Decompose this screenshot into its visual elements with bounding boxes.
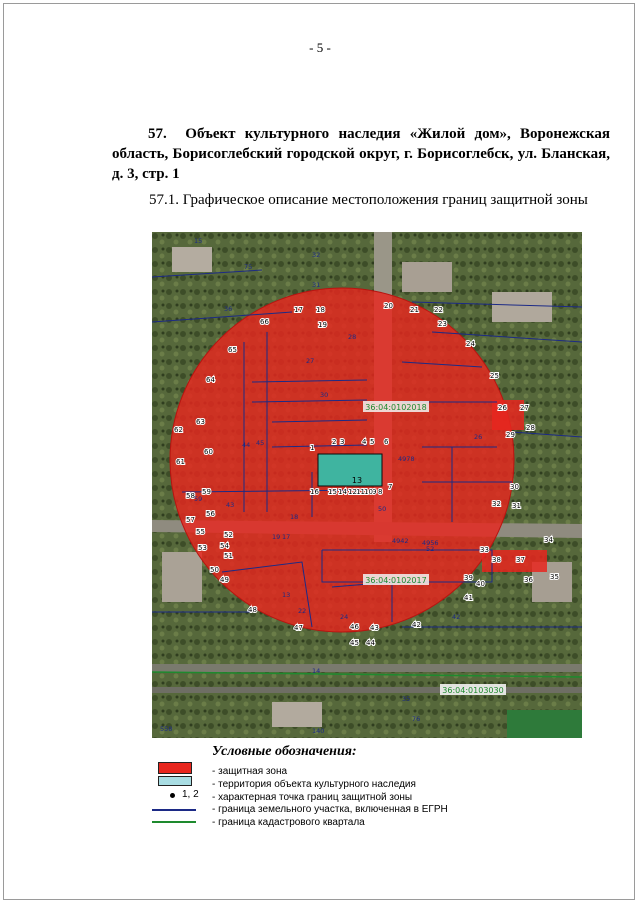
parcel-label: 76	[412, 715, 421, 723]
parcel-label: 18	[290, 513, 299, 521]
characteristic-point-label: 12	[348, 488, 357, 496]
parcel-label: 4956	[422, 539, 439, 547]
building	[172, 247, 212, 272]
heritage-territory	[318, 454, 382, 486]
page-number: - 5 -	[309, 40, 331, 55]
parcel-label: 558	[160, 725, 173, 733]
heritage-swatch	[158, 776, 192, 786]
characteristic-point-label: 5	[370, 438, 375, 446]
quarter-label: 36:04:0102017	[365, 576, 427, 585]
legend-item-zone: - защитная зона	[212, 766, 288, 777]
characteristic-point-label: 66	[260, 318, 269, 326]
legend-item-parcel: - граница земельного участка, включенная в ЕГРН	[212, 804, 448, 815]
characteristic-point-label: 50	[210, 566, 219, 574]
characteristic-point-label: 47	[294, 624, 303, 632]
characteristic-point-label: 24	[466, 340, 475, 348]
characteristic-point-label: 2	[332, 438, 337, 446]
characteristic-point-label: 36	[524, 576, 533, 584]
characteristic-point-label: 18	[316, 306, 325, 314]
characteristic-point-label: 3	[340, 438, 345, 446]
characteristic-point-label: 11	[356, 488, 365, 496]
parcel-label: 22	[298, 607, 307, 615]
characteristic-point-label: 27	[520, 404, 529, 412]
legend-item-heritage: - территория объекта культурного наследия	[212, 779, 416, 790]
heritage-point-label: 13	[351, 476, 363, 485]
characteristic-point-label: 54	[220, 542, 229, 550]
parcel-label: 35	[402, 695, 411, 703]
subheading: 57.1. Графическое описание местоположения границ защитной зоны	[149, 192, 588, 208]
parcel-label: 4942	[392, 537, 409, 545]
characteristic-point-label: 30	[510, 483, 519, 491]
characteristic-point-label: 57	[186, 516, 195, 524]
parcel-label: 28	[348, 333, 357, 341]
characteristic-point-label: 44	[366, 639, 375, 647]
sports-field	[507, 710, 582, 738]
characteristic-point-label: 34	[544, 536, 553, 544]
characteristic-point-label: 9	[372, 488, 377, 496]
parcel-label: 30	[320, 391, 329, 399]
parcel-label: 14	[312, 667, 321, 675]
characteristic-point-label: 29	[506, 431, 515, 439]
characteristic-point-label: 52	[224, 531, 233, 539]
zone-swatch	[158, 762, 192, 774]
characteristic-point-label: 61	[176, 458, 185, 466]
characteristic-point-label: 46	[350, 623, 359, 631]
parcel-label: 13	[282, 591, 291, 599]
characteristic-point-label: 49	[220, 576, 229, 584]
characteristic-point-label: 25	[490, 372, 499, 380]
point-symbol	[170, 793, 175, 798]
parcel-label: 27	[306, 357, 315, 365]
characteristic-point-label: 58	[186, 492, 195, 500]
characteristic-point-label: 63	[196, 418, 205, 426]
characteristic-point-label: 20	[384, 302, 393, 310]
quarter-label: 36:04:0102018	[365, 403, 427, 412]
characteristic-point-label: 6	[384, 438, 389, 446]
characteristic-point-label: 17	[294, 306, 303, 314]
characteristic-point-label: 31	[512, 502, 521, 510]
building	[162, 552, 202, 602]
parcel-label: 50	[378, 505, 387, 513]
characteristic-point-label: 41	[464, 594, 473, 602]
parcel-label: 26	[474, 433, 483, 441]
building	[492, 292, 552, 322]
railway-2	[152, 687, 582, 693]
parcel-label: 32	[312, 251, 321, 259]
heading-text: Объект культурного наследия «Жилой дом», Воронежская область, Борисоглебский городской округ, г. Борисоглебск, ул. Бланская, д. 3, стр. 1	[112, 126, 610, 182]
parcel-label: 52	[426, 545, 435, 553]
characteristic-point-label: 42	[412, 621, 421, 629]
characteristic-point-label: 23	[438, 320, 447, 328]
point-example-label: 1, 2	[182, 789, 199, 800]
characteristic-point-label: 60	[204, 448, 213, 456]
characteristic-point-label: 8	[378, 488, 383, 496]
heading-number: 57.	[148, 126, 167, 142]
map-canvas	[152, 232, 582, 738]
characteristic-point-label: 51	[224, 552, 233, 560]
building	[402, 262, 452, 292]
characteristic-point-label: 40	[476, 580, 485, 588]
parcel-line-symbol	[152, 809, 196, 811]
parcel-label: 43	[226, 501, 235, 509]
parcel-label: 4978	[398, 455, 415, 463]
characteristic-point-label: 14	[338, 488, 347, 496]
characteristic-point-label: 26	[498, 404, 507, 412]
characteristic-point-label: 53	[198, 544, 207, 552]
characteristic-point-label: 16	[310, 488, 319, 496]
parcel-label: 42	[452, 613, 461, 621]
characteristic-point-label: 59	[202, 488, 211, 496]
characteristic-point-label: 21	[410, 306, 419, 314]
characteristic-point-label: 7	[388, 483, 393, 491]
characteristic-point-label: 62	[174, 426, 183, 434]
characteristic-point-label: 55	[196, 528, 205, 536]
cadastral-map	[152, 232, 582, 738]
characteristic-point-label: 39	[464, 574, 473, 582]
railway	[152, 664, 582, 672]
legend-item-quarter: - граница кадастрового квартала	[212, 817, 365, 828]
legend-title: Условные обозначения:	[212, 744, 357, 759]
parcel-label: 59	[194, 495, 203, 503]
parcel-label: 24	[340, 613, 349, 621]
characteristic-point-label: 45	[350, 639, 359, 647]
characteristic-point-label: 22	[434, 306, 443, 314]
characteristic-point-label: 15	[328, 488, 337, 496]
characteristic-point-label: 32	[492, 500, 501, 508]
parcel-label: 15	[194, 237, 203, 245]
characteristic-point-label: 10	[364, 488, 373, 496]
building	[272, 702, 322, 727]
characteristic-point-label: 33	[480, 546, 489, 554]
parcel-label: 45	[256, 439, 265, 447]
characteristic-point-label: 48	[248, 606, 257, 614]
parcel-label: 17	[282, 533, 291, 541]
parcel-label: 36	[224, 305, 233, 313]
parcel-label: 44	[242, 441, 251, 449]
characteristic-point-label: 37	[516, 556, 525, 564]
legend-item-point: - характерная точка границ защитной зоны	[212, 792, 413, 803]
characteristic-point-label: 38	[492, 556, 501, 564]
parcel-label: 19	[272, 533, 281, 541]
characteristic-point-label: 19	[318, 321, 327, 329]
legend	[0, 744, 640, 844]
characteristic-point-label: 4	[362, 438, 367, 446]
characteristic-point-label: 35	[550, 573, 559, 581]
quarter-line-symbol	[152, 821, 196, 823]
section-heading	[112, 124, 610, 184]
characteristic-point-label: 65	[228, 346, 237, 354]
characteristic-point-label: 56	[206, 510, 215, 518]
parcel-label: 31	[312, 281, 321, 289]
characteristic-point-label: 64	[206, 376, 215, 384]
quarter-label: 36:04:0103030	[442, 686, 504, 695]
parcel-label: 75	[244, 263, 253, 271]
characteristic-point-label: 43	[370, 624, 379, 632]
parcel-label: 140	[312, 727, 325, 735]
characteristic-point-label: 1	[310, 444, 315, 452]
characteristic-point-label: 28	[526, 424, 535, 432]
